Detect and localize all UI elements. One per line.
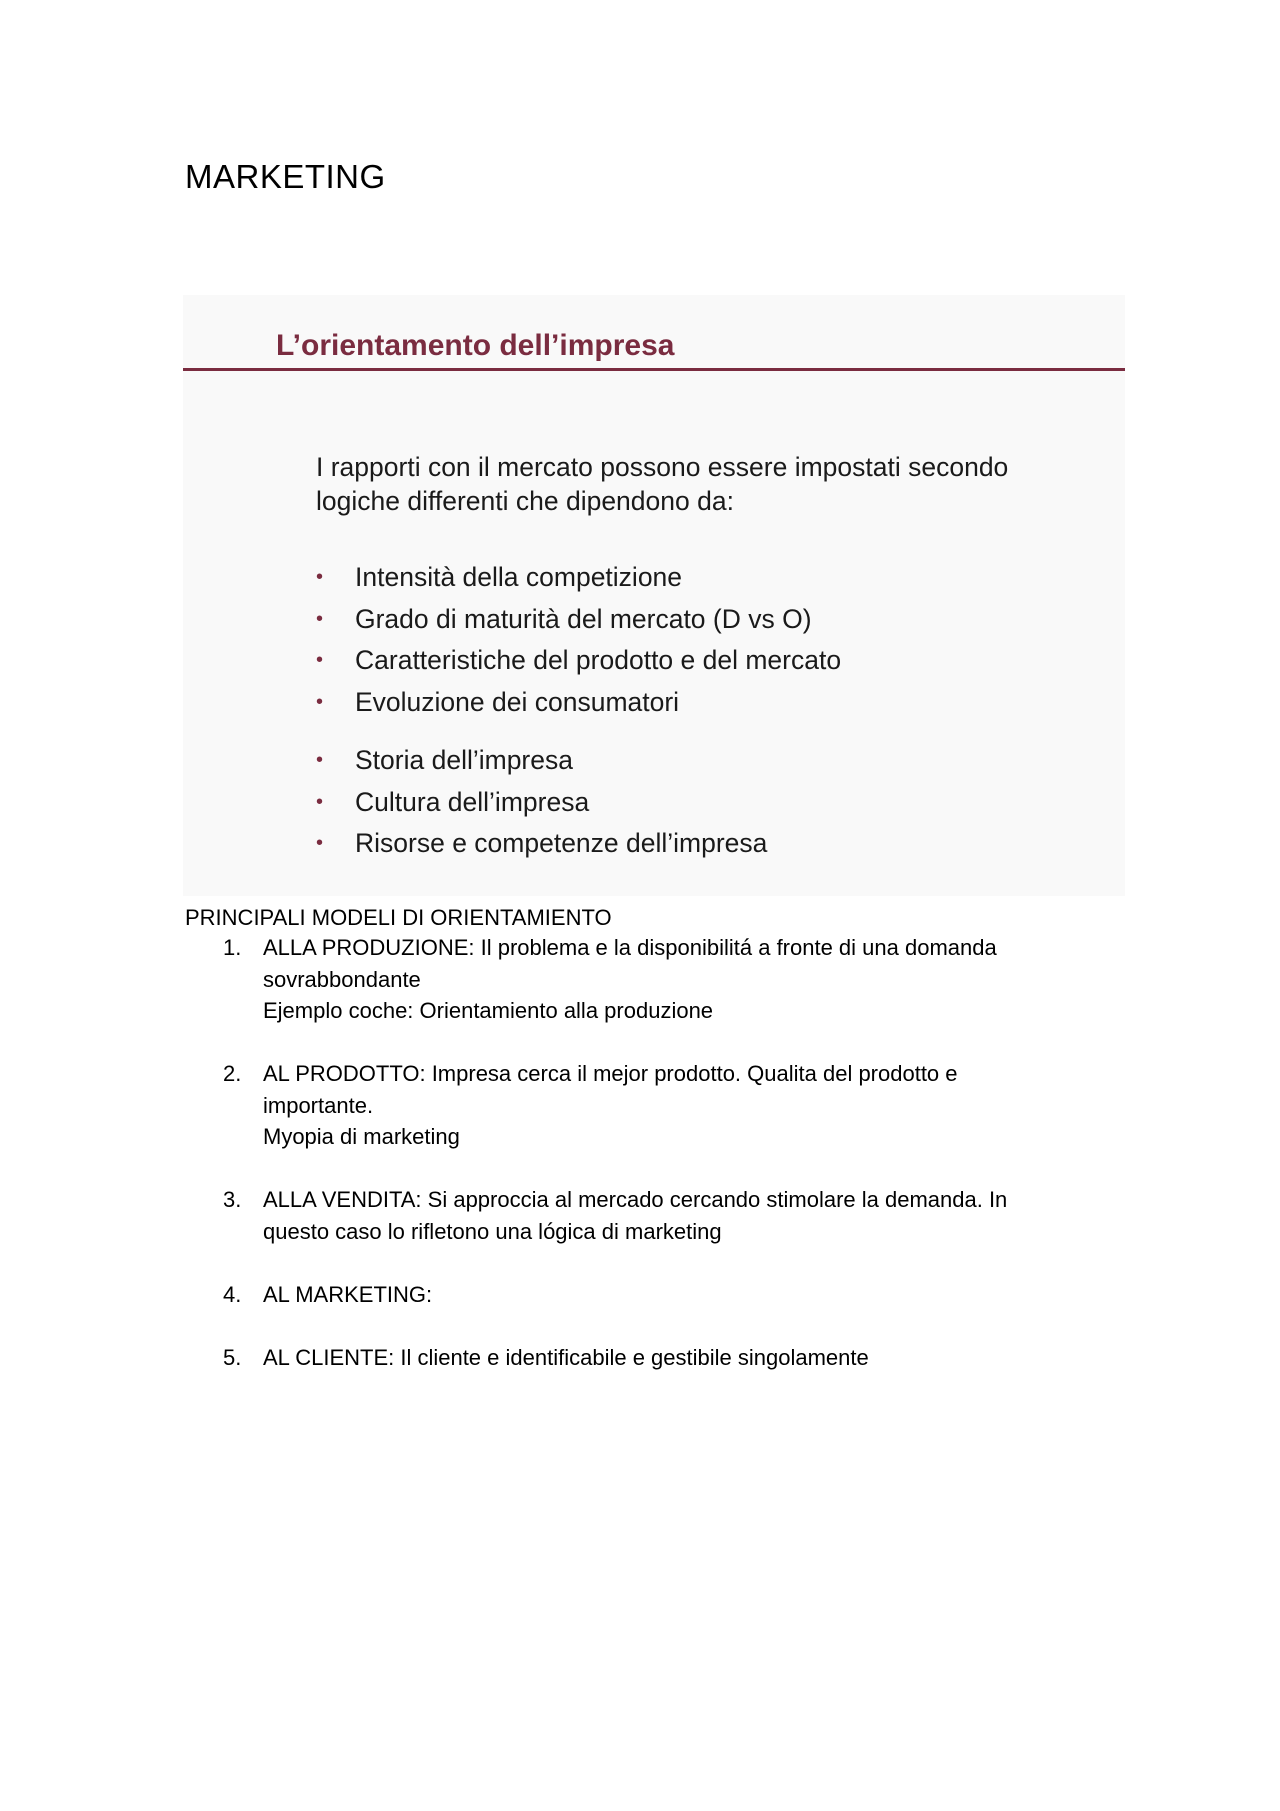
slide-bullet-text: Grado di maturità del mercato (D vs O): [355, 603, 812, 634]
slide-intro: [316, 450, 1106, 518]
bullet-icon: •: [316, 690, 324, 713]
model-item: [185, 1184, 1085, 1247]
slide-intro-line: logiche differenti che dipendono da:: [316, 486, 734, 516]
slide-intro-line: I rapporti con il mercato possono essere impostati secondo: [316, 452, 1009, 482]
model-line: ALLA PRODUZIONE: Il problema e la disponibilitá a fronte di una domanda: [263, 935, 997, 960]
slide-title: L’orientamento dell’impresa: [276, 329, 675, 362]
slide-bullet-item: [316, 682, 841, 724]
model-number: 2.: [223, 1061, 242, 1086]
bullet-icon: •: [316, 566, 324, 588]
model-item: [185, 1342, 1085, 1374]
bullet-icon: •: [316, 607, 324, 630]
slide-bullet-text: Risorse e competenze dell’impresa: [355, 828, 768, 858]
model-number: 1.: [223, 935, 242, 960]
slide-bullet-text: Cultura dell’impresa: [355, 786, 590, 817]
models-list: [185, 932, 1085, 1405]
bullet-icon: •: [316, 832, 324, 854]
model-number: 5.: [223, 1344, 242, 1370]
model-line: Myopia di marketing: [263, 1124, 460, 1149]
slide-bullet-item: [316, 640, 841, 682]
slide-bullet-text: Intensità della competizione: [355, 562, 683, 592]
model-line: Ejemplo coche: Orientamiento alla produzione: [263, 998, 714, 1023]
document-title: MARKETING: [185, 158, 386, 195]
slide-title-divider: [183, 368, 1125, 371]
model-item: [185, 932, 1085, 1027]
slide-bullet-item: [316, 823, 767, 865]
slide-bullet-list-b: [316, 740, 767, 865]
slide-bullet-text: Caratteristiche del prodotto e del mercato: [355, 645, 842, 675]
model-number: 4.: [223, 1281, 242, 1307]
slide-image: [183, 295, 1125, 896]
slide-bullet-item: [316, 599, 841, 641]
slide-bullet-item: [316, 740, 767, 782]
bullet-icon: •: [316, 649, 324, 671]
slide-bullet-text: Evoluzione dei consumatori: [355, 686, 680, 717]
slide-bullet-text: Storia dell’impresa: [355, 745, 573, 775]
model-number: 3.: [223, 1187, 242, 1212]
slide-bullet-item: [316, 782, 767, 824]
model-line: AL PRODOTTO: Impresa cerca il mejor prodotto. Qualita del prodotto e: [263, 1061, 958, 1086]
model-item: [185, 1279, 1085, 1311]
slide-bullet-item: [316, 557, 841, 599]
bullet-icon: •: [316, 790, 324, 813]
bullet-icon: •: [316, 749, 324, 771]
slide-bullet-list-a: [316, 557, 841, 723]
model-line: AL CLIENTE: Il cliente e identificabile e gestibile singolamente: [263, 1344, 869, 1370]
model-line: questo caso lo rifletono una lógica di marketing: [263, 1218, 722, 1244]
model-item: [185, 1058, 1085, 1153]
model-line: sovrabbondante: [263, 966, 421, 992]
models-heading: PRINCIPALI MODELI DI ORIENTAMIENTO: [185, 905, 612, 930]
model-line: AL MARKETING:: [263, 1281, 433, 1307]
model-line: importante.: [263, 1092, 374, 1118]
model-line: ALLA VENDITA: Si approccia al mercado cercando stimolare la demanda. In: [263, 1187, 1008, 1212]
